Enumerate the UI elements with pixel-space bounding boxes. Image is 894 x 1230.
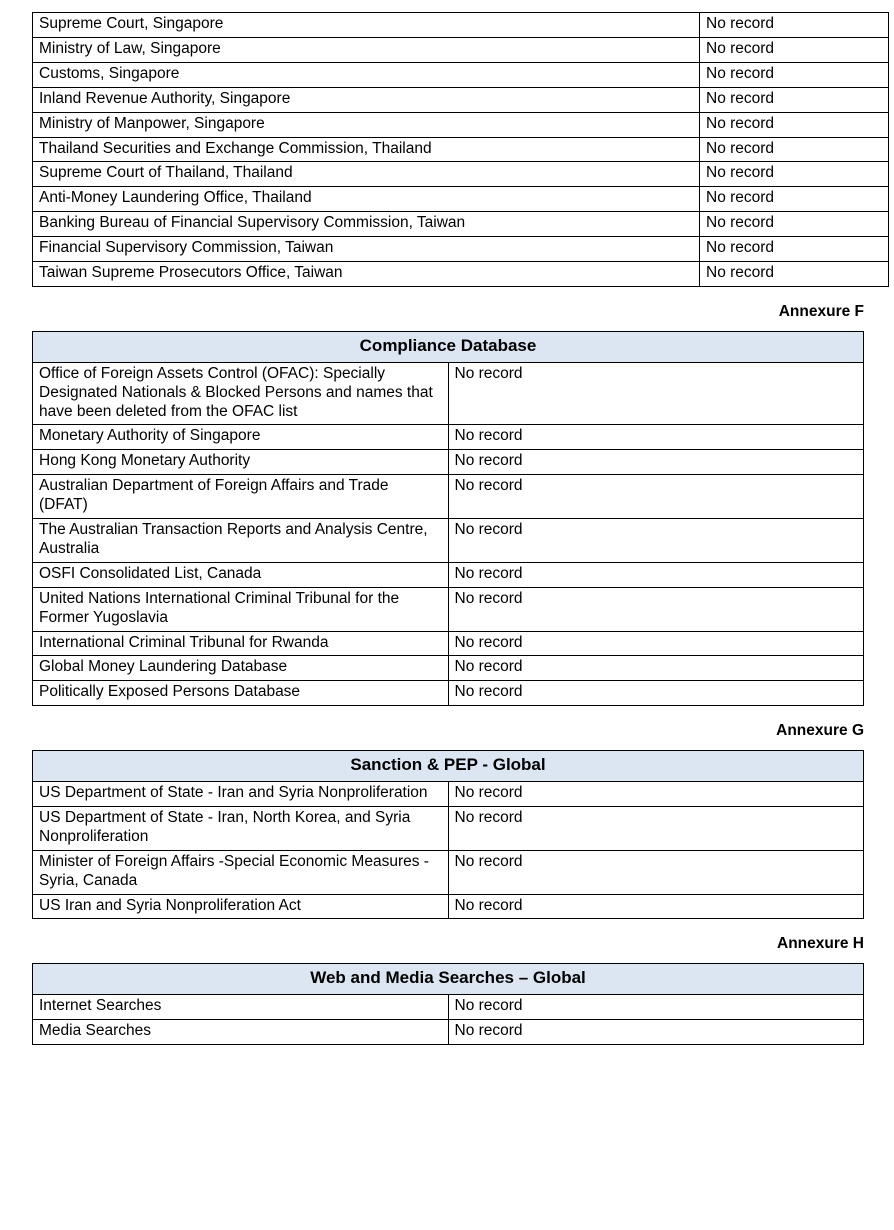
continued-table-body [33, 13, 889, 287]
row-value: No record [700, 212, 889, 237]
row-value: No record [448, 995, 864, 1020]
row-label: Office of Foreign Assets Control (OFAC): Specially Designated Nationals & Blocked Persons and names that have been deleted from the OFAC list [33, 362, 449, 425]
table-row [33, 237, 889, 262]
row-value: No record [700, 137, 889, 162]
table-row [33, 13, 889, 38]
row-label: Inland Revenue Authority, Singapore [33, 87, 700, 112]
table-row [33, 450, 864, 475]
table-row [33, 587, 864, 631]
spacer [32, 919, 864, 935]
annexure-label-f: Annexure F [778, 302, 864, 320]
row-value: No record [700, 187, 889, 212]
table-header-row [33, 751, 864, 782]
row-value: No record [448, 475, 864, 519]
row-label: Thailand Securities and Exchange Commission, Thailand [33, 137, 700, 162]
row-label: Supreme Court of Thailand, Thailand [33, 162, 700, 187]
table-row [33, 681, 864, 706]
row-value: No record [700, 13, 889, 38]
table-row [33, 475, 864, 519]
row-value: No record [700, 237, 889, 262]
row-value: No record [700, 87, 889, 112]
row-label: Monetary Authority of Singapore [33, 425, 449, 450]
row-label: Taiwan Supreme Prosecutors Office, Taiwan [33, 262, 700, 287]
table-row [33, 212, 889, 237]
row-value: No record [448, 806, 864, 850]
table-row [33, 62, 889, 87]
row-value: No record [700, 162, 889, 187]
section-title: Sanction & PEP - Global [33, 751, 864, 782]
row-value: No record [448, 656, 864, 681]
table-row [33, 87, 889, 112]
row-label: Financial Supervisory Commission, Taiwan [33, 237, 700, 262]
row-label: Anti-Money Laundering Office, Thailand [33, 187, 700, 212]
spacer [32, 287, 864, 303]
table-row [33, 162, 889, 187]
continued-table [32, 12, 889, 287]
spacer [32, 740, 864, 750]
sanction-pep-global-body [33, 751, 864, 919]
row-label: Media Searches [33, 1020, 449, 1045]
spacer [32, 321, 864, 331]
row-label: International Criminal Tribunal for Rwanda [33, 631, 449, 656]
row-label: Global Money Laundering Database [33, 656, 449, 681]
table-row [33, 262, 889, 287]
table-row [33, 362, 864, 425]
row-value: No record [700, 112, 889, 137]
table-row [33, 425, 864, 450]
row-label: Ministry of Manpower, Singapore [33, 112, 700, 137]
section-title: Web and Media Searches – Global [33, 964, 864, 995]
table-row [33, 1020, 864, 1045]
row-label: OSFI Consolidated List, Canada [33, 562, 449, 587]
row-value: No record [448, 631, 864, 656]
table-row [33, 850, 864, 894]
row-value: No record [448, 782, 864, 807]
compliance-database-table [32, 331, 864, 706]
web-media-searches-body [33, 964, 864, 1045]
table-row [33, 562, 864, 587]
row-value: No record [700, 262, 889, 287]
compliance-database-body [33, 331, 864, 705]
row-label: Minister of Foreign Affairs -Special Economic Measures -Syria, Canada [33, 850, 449, 894]
table-row [33, 187, 889, 212]
row-value: No record [448, 681, 864, 706]
table-row [33, 519, 864, 563]
table-row [33, 37, 889, 62]
row-value: No record [700, 62, 889, 87]
row-label: The Australian Transaction Reports and Analysis Centre, Australia [33, 519, 449, 563]
row-label: Australian Department of Foreign Affairs and Trade (DFAT) [33, 475, 449, 519]
table-row [33, 782, 864, 807]
spacer [32, 706, 864, 722]
row-label: Customs, Singapore [33, 62, 700, 87]
web-media-searches-table [32, 963, 864, 1045]
sanction-pep-global-table [32, 750, 864, 919]
table-row [33, 137, 889, 162]
row-label: Ministry of Law, Singapore [33, 37, 700, 62]
row-value: No record [448, 519, 864, 563]
row-value: No record [448, 425, 864, 450]
table-header-row [33, 964, 864, 995]
row-value: No record [448, 562, 864, 587]
annexure-label-h: Annexure H [777, 935, 864, 953]
table-header-row [33, 331, 864, 362]
table-row [33, 894, 864, 919]
row-label: US Iran and Syria Nonproliferation Act [33, 894, 449, 919]
row-value: No record [448, 850, 864, 894]
annexure-label-g: Annexure G [776, 722, 864, 740]
row-value: No record [448, 587, 864, 631]
row-label: Internet Searches [33, 995, 449, 1020]
table-row [33, 656, 864, 681]
table-row [33, 806, 864, 850]
row-label: United Nations International Criminal Tribunal for the Former Yugoslavia [33, 587, 449, 631]
row-value: No record [448, 1020, 864, 1045]
row-value: No record [448, 362, 864, 425]
row-value: No record [700, 37, 889, 62]
table-row [33, 112, 889, 137]
section-title: Compliance Database [33, 331, 864, 362]
row-label: US Department of State - Iran, North Korea, and Syria Nonproliferation [33, 806, 449, 850]
row-label: US Department of State - Iran and Syria Nonproliferation [33, 782, 449, 807]
table-row [33, 995, 864, 1020]
row-label: Banking Bureau of Financial Supervisory Commission, Taiwan [33, 212, 700, 237]
table-row [33, 631, 864, 656]
row-label: Supreme Court, Singapore [33, 13, 700, 38]
row-value: No record [448, 450, 864, 475]
row-label: Politically Exposed Persons Database [33, 681, 449, 706]
spacer [32, 953, 864, 963]
row-value: No record [448, 894, 864, 919]
row-label: Hong Kong Monetary Authority [33, 450, 449, 475]
